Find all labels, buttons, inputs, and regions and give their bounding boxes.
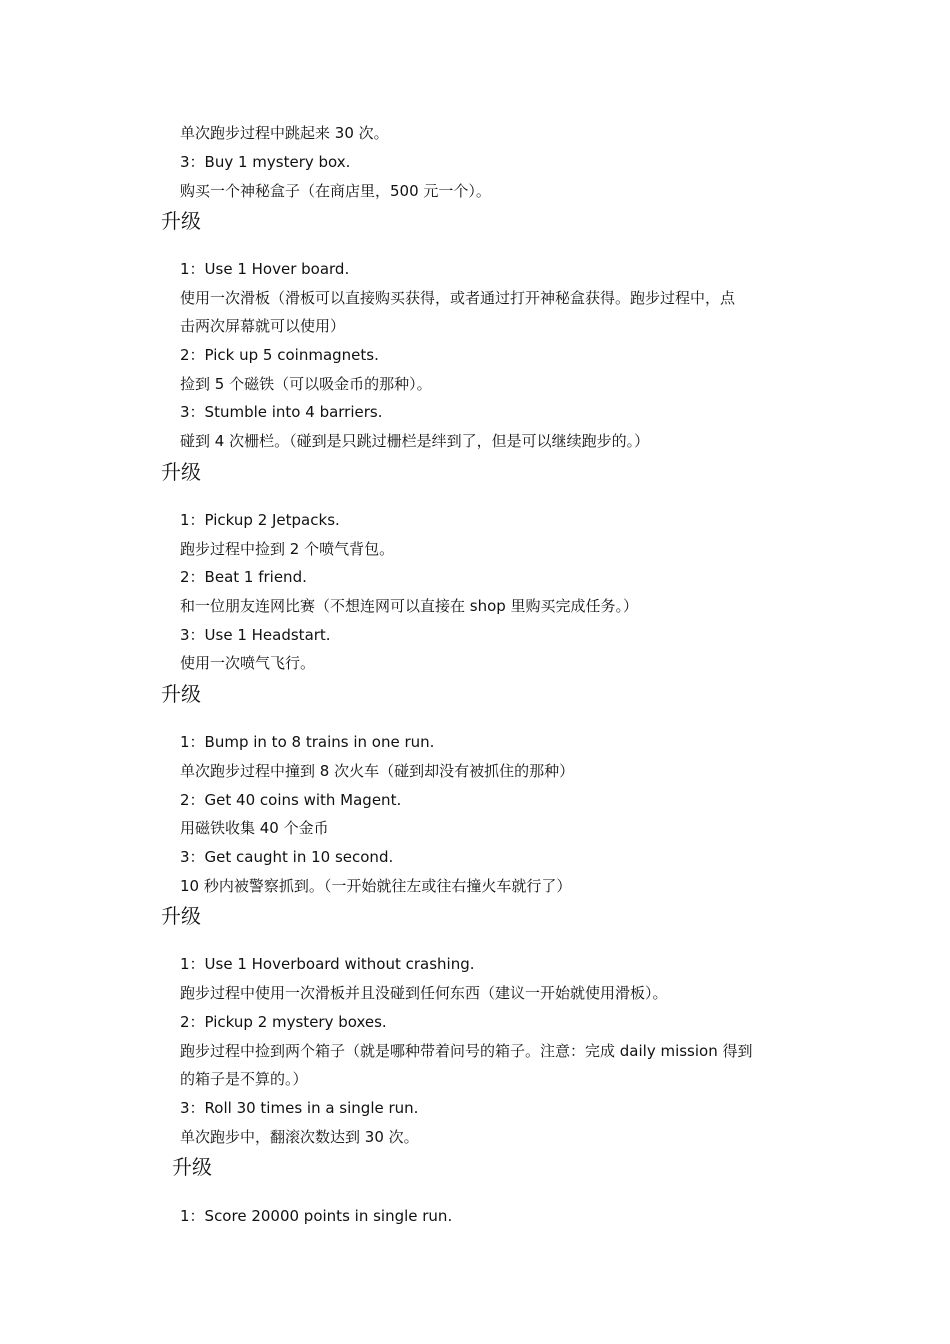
text-line: 10 秒内被警察抓到。（一开始就往左或往右撞火车就行了） [180,877,572,895]
text-line: 单次跑步中，翻滚次数达到 30 次。 [180,1128,419,1146]
text-line: 1：Score 20000 points in single run. [180,1207,453,1225]
text-line: 1：Pickup 2 Jetpacks. [180,511,340,529]
section-heading: 升级 [172,1155,212,1179]
text-line: 3：Get caught in 10 second. [180,848,394,866]
text-line: 和一位朋友连网比赛（不想连网可以直接在 shop 里购买完成任务。） [180,597,639,615]
text-line: 跑步过程中捡到两个箱子（就是哪种带着问号的箱子。注意：完成 daily mission 得到 [180,1042,753,1060]
section-heading: 升级 [161,460,201,484]
text-line: 2：Get 40 coins with Magent. [180,791,402,809]
text-line: 击两次屏幕就可以使用） [180,317,346,335]
text-line: 3：Use 1 Headstart. [180,626,331,644]
text-line: 的箱子是不算的。） [180,1070,308,1088]
text-line: 购买一个神秘盒子（在商店里，500 元一个）。 [180,182,491,200]
text-line: 3：Stumble into 4 barriers. [180,403,383,421]
section-heading: 升级 [161,682,201,706]
text-line: 2：Pick up 5 coinmagnets. [180,346,379,364]
section-heading: 升级 [161,209,201,233]
text-line: 2：Pickup 2 mystery boxes. [180,1013,387,1031]
text-line: 跑步过程中捡到 2 个喷气背包。 [180,540,395,558]
text-line: 1：Use 1 Hoverboard without crashing. [180,955,475,973]
text-line: 单次跑步过程中跳起来 30 次。 [180,124,389,142]
text-line: 1：Use 1 Hover board. [180,260,350,278]
text-line: 跑步过程中使用一次滑板并且没碰到任何东西（建议一开始就使用滑板）。 [180,984,668,1002]
text-line: 3：Roll 30 times in a single run. [180,1099,419,1117]
text-line: 单次跑步过程中撞到 8 次火车（碰到却没有被抓住的那种） [180,762,575,780]
text-line: 碰到 4 次栅栏。（碰到是只跳过栅栏是绊到了，但是可以继续跑步的。） [180,432,650,450]
text-line: 2：Beat 1 friend. [180,568,307,586]
text-line: 捡到 5 个磁铁（可以吸金币的那种）。 [180,375,432,393]
text-line: 使用一次喷气飞行。 [180,654,316,672]
section-heading: 升级 [161,904,201,928]
text-line: 用磁铁收集 40 个金币 [180,819,329,837]
text-line: 3：Buy 1 mystery box. [180,153,351,171]
text-line: 1：Bump in to 8 trains in one run. [180,733,435,751]
text-line: 使用一次滑板（滑板可以直接购买获得，或者通过打开神秘盒获得。跑步过程中，点 [180,289,736,307]
